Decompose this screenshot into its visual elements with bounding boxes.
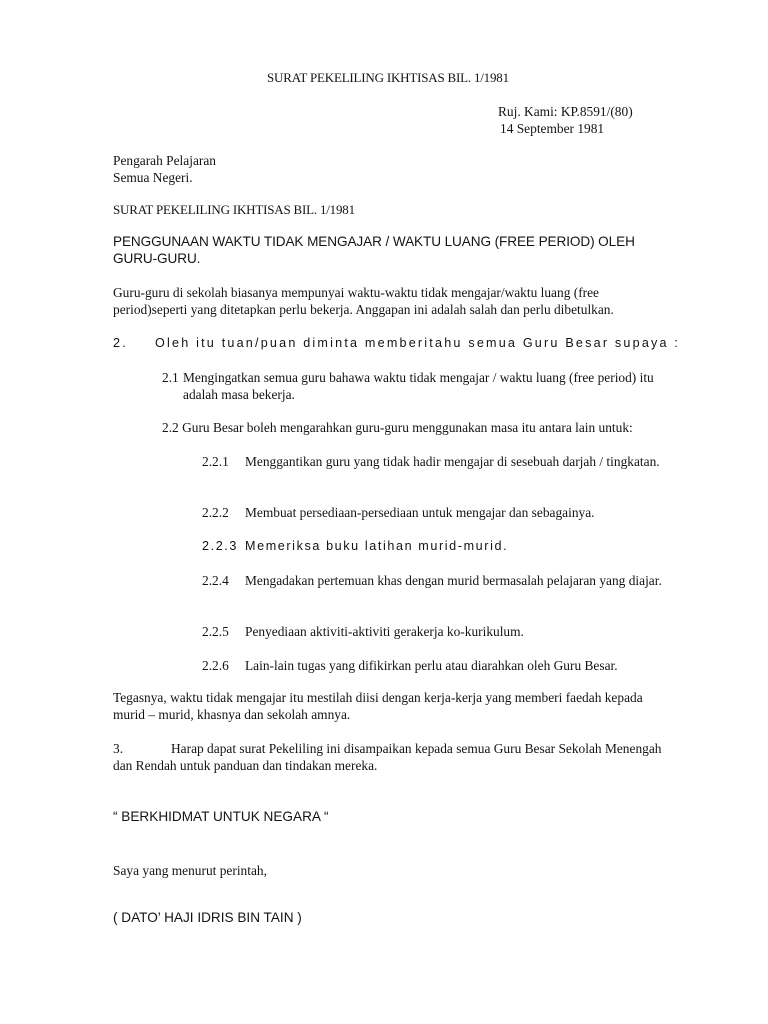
- subtitle-reference: SURAT PEKELILING IKHTISAS BIL. 1/1981: [113, 202, 355, 217]
- closing-line: Saya yang menurut perintah,: [113, 863, 267, 878]
- item-number: 2.2.1: [202, 454, 229, 469]
- addressee-line-1: Pengarah Pelajaran: [113, 153, 216, 168]
- item-text: Memeriksa buku latihan murid-murid.: [245, 539, 509, 553]
- signatory-name: ( DATO’ HAJI IDRIS BIN TAIN ): [113, 910, 302, 925]
- letter-subject: PENGGUNAAN WAKTU TIDAK MENGAJAR / WAKTU LUANG (FREE PERIOD) OLEH GURU-GURU.: [113, 234, 635, 266]
- section-2-1-number: 2.1: [162, 370, 179, 385]
- item-text: Membuat persediaan-persediaan untuk mengajar dan sebagainya.: [245, 505, 595, 520]
- letter-date: 14 September 1981: [500, 121, 605, 136]
- addressee-line-2: Semua Negeri.: [113, 170, 193, 185]
- item-text: Menggantikan guru yang tidak hadir mengajar di sesebuah darjah / tingkatan.: [245, 454, 660, 469]
- document-title: SURAT PEKELILING IKHTISAS BIL. 1/1981: [267, 70, 509, 85]
- reference-number: Ruj. Kami: KP.8591/(80): [498, 104, 633, 119]
- section-2-2: 2.2 Guru Besar boleh mengarahkan guru-guru menggunakan masa itu antara lain untuk:: [162, 420, 633, 435]
- section-2-1-body: Mengingatkan semua guru bahawa waktu tidak mengajar / waktu luang (free period) itu adalah masa bekerja.: [183, 370, 654, 402]
- item-number: 2.2.3: [202, 539, 239, 553]
- paragraph-1: Guru-guru di sekolah biasanya mempunyai waktu-waktu tidak mengajar/waktu luang (free period)seperti yang ditetapkan perlu bekerja. Anggapan ini adalah salah dan perlu dibetulkan.: [113, 285, 614, 317]
- paragraph-3-text: Harap dapat surat Pekeliling ini disampaikan kepada semua Guru Besar Sekolah Menengah dan Rendah untuk panduan dan tindakan mereka.: [113, 741, 662, 773]
- item-number: 2.2.6: [202, 658, 229, 673]
- item-text: Mengadakan pertemuan khas dengan murid bermasalah pelajaran yang diajar.: [245, 573, 662, 588]
- paragraph-3-number: 3.: [113, 741, 124, 756]
- item-number: 2.2.5: [202, 624, 229, 639]
- paragraph-2-text: Oleh itu tuan/puan diminta memberitahu semua Guru Besar supaya :: [155, 336, 681, 350]
- paragraph-2-number: 2.: [113, 336, 128, 350]
- item-number: 2.2.4: [202, 573, 229, 588]
- item-number: 2.2.2: [202, 505, 229, 520]
- conclusion-paragraph: Tegasnya, waktu tidak mengajar itu mestilah diisi dengan kerja-kerja yang memberi faedah kepada murid – murid, khasnya dan sekolah amnya.: [113, 690, 643, 722]
- motto: “ BERKHIDMAT UNTUK NEGARA “: [113, 809, 329, 824]
- item-text: Penyediaan aktiviti-aktiviti gerakerja ko-kurikulum.: [245, 624, 524, 639]
- item-text: Lain-lain tugas yang difikirkan perlu atau diarahkan oleh Guru Besar.: [245, 658, 618, 673]
- section-2-1-text: [183, 369, 663, 403]
